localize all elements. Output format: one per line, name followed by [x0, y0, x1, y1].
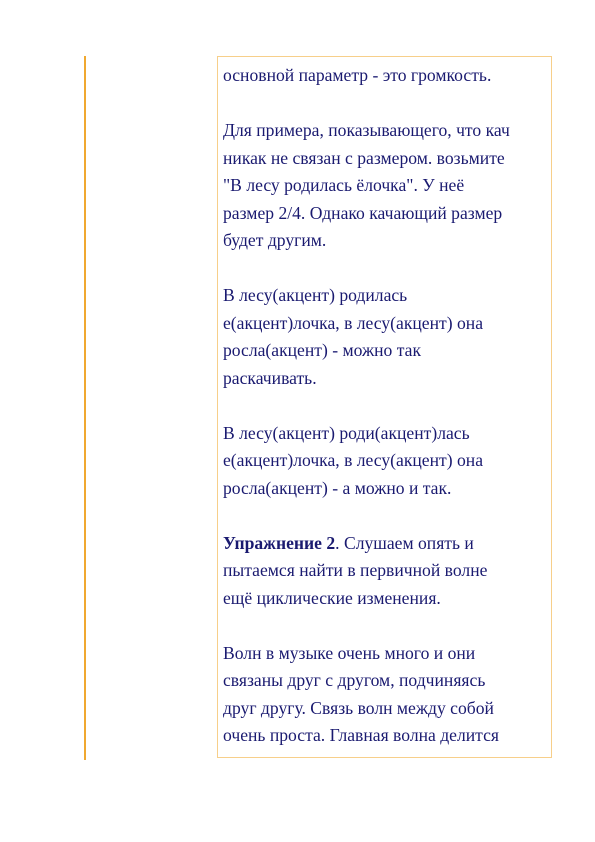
text-line: пытаемся найти в первичной волне	[223, 560, 488, 580]
text-line: е(акцент)лочка, в лесу(акцент) она	[223, 450, 483, 470]
paragraph-gap	[223, 502, 552, 530]
text-line: ещё циклические изменения.	[223, 587, 441, 608]
text-line: связаны друг с другом, подчиняясь	[223, 670, 486, 690]
text-body	[223, 62, 552, 750]
exercise-heading: Упражнение 2	[223, 532, 336, 553]
text-line: основной параметр - это громкость.	[223, 65, 492, 85]
text-frame	[217, 56, 552, 758]
text-line: росла(акцент) - можно так	[223, 340, 422, 360]
text-line: раскачивать.	[223, 367, 317, 388]
paragraph-gap	[223, 392, 552, 420]
text-line: Волн в музыке очень много и они	[223, 642, 476, 663]
text-line: е(акцент)лочка, в лесу(акцент) она	[223, 312, 483, 333]
text-line: В лесу(акцент) родилась	[223, 285, 408, 305]
text-line: друг другу. Связь волн между собой	[223, 697, 494, 718]
paragraph-gap	[223, 255, 552, 283]
exercise-line	[223, 530, 552, 558]
text-line: В лесу(акцент) роди(акцент)лась	[223, 422, 470, 443]
text-line: Для примера, показывающего, что кач	[223, 120, 510, 140]
text-line: размер 2/4. Однако качающий размер	[223, 202, 503, 223]
text-line: будет другим.	[223, 230, 327, 250]
margin-rule	[84, 56, 86, 760]
paragraph-gap	[223, 612, 552, 640]
text-line: очень проста. Главная волна делится	[223, 725, 499, 745]
text-line: "В лесу родилась ёлочка". У неё	[223, 175, 465, 195]
text-line: росла(акцент) - а можно и так.	[223, 477, 452, 498]
paragraph-gap	[223, 90, 552, 118]
text-line: никак не связан с размером. возьмите	[223, 147, 505, 168]
exercise-text: . Слушаем опять и	[335, 532, 474, 553]
